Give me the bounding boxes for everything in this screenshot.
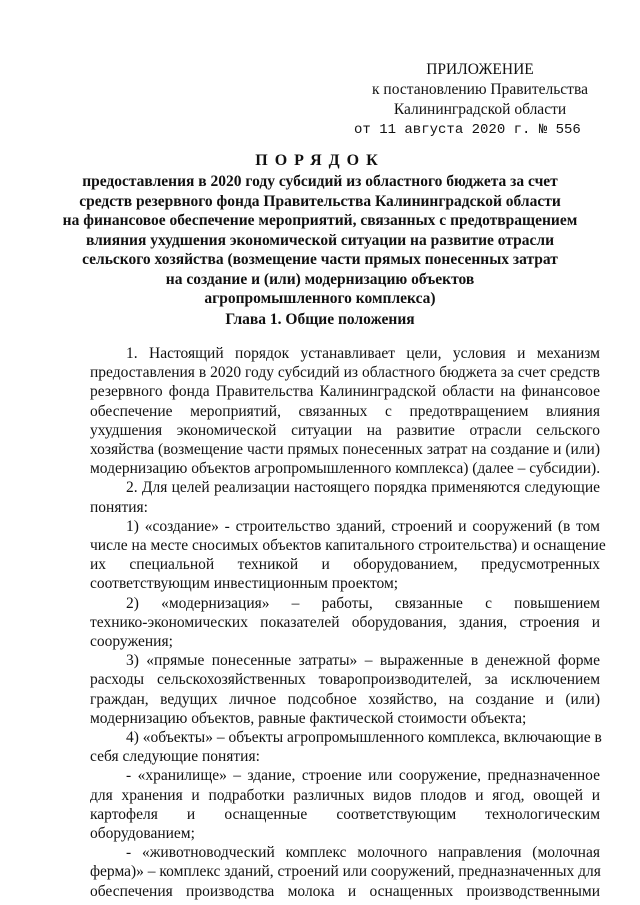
body-line: обеспечение мероприятий, связанных с предотвращением влияния bbox=[90, 402, 600, 420]
appendix-date: от 11 августа 2020 г. № 556 bbox=[354, 122, 581, 138]
body-line: их специальной техникой и оборудованием, предусмотренных bbox=[90, 556, 600, 574]
body-line: соответствующим инвестиционным проектом; bbox=[90, 575, 399, 593]
body-line: 2. Для целей реализации настоящего порядка применяются следующие bbox=[126, 479, 600, 497]
body-line: - «животноводческий комплекс молочного направления (молочная bbox=[126, 844, 600, 862]
body-line: 3) «прямые понесенные затраты» – выраженные в денежной форме bbox=[126, 652, 600, 670]
body-line: числе на месте сносимых объектов капитального строительства) и оснащение bbox=[90, 537, 606, 555]
body-line: модернизацию объектов, равные фактической стоимости объекта; bbox=[90, 709, 527, 727]
body-line: модернизацию объектов агропромышленного комплекса) (далее – субсидии). bbox=[90, 460, 601, 478]
title-block bbox=[40, 150, 600, 309]
body-line: хозяйства (возмещение части прямых понесенных затрат на создание и (или) bbox=[90, 441, 600, 459]
body-line: 1. Настоящий порядок устанавливает цели, условия и механизм bbox=[126, 345, 600, 362]
body-line: - «хранилище» – здание, строение или сооружение, предназначенное bbox=[126, 767, 600, 785]
body-line: для хранения и подработки различных видов плодов и ягод, овощей и bbox=[90, 786, 600, 804]
document-title: ПОРЯДОК bbox=[255, 152, 385, 169]
subtitle-line: предоставления в 2020 году субсидий из областного бюджета за счет bbox=[82, 173, 558, 190]
body-line: ферма)» – комплекс зданий, строений или сооружений, предназначенных для bbox=[90, 863, 601, 881]
appendix-heading: ПРИЛОЖЕНИЕ bbox=[426, 61, 534, 78]
subtitle-line: на создание и (или) модернизацию объектов bbox=[165, 270, 475, 288]
body-line: себя следующие понятия: bbox=[90, 748, 260, 766]
subtitle-line: влияния ухудшения экономической ситуации на развитие отрасли bbox=[85, 231, 555, 249]
body-line: технико-экономических показателей оборудования, здания, строения и bbox=[90, 613, 600, 631]
appendix-line: Калининградской области bbox=[393, 101, 567, 118]
chapter-heading: Глава 1. Общие положения bbox=[225, 311, 415, 328]
body-line: ухудшения экономической ситуации на развитие отрасли сельского bbox=[90, 421, 600, 439]
body-line: 1) «создание» - строительство зданий, строений и сооружений (в том bbox=[126, 517, 600, 535]
body-line: оборудованием; bbox=[90, 825, 195, 843]
body-line: резервного фонда Правительства Калининградской области на финансовое bbox=[90, 383, 600, 401]
subtitle-line: агропромышленного комплекса) bbox=[204, 290, 436, 307]
subtitle-line: сельского хозяйства (возмещение части прямых понесенных затрат bbox=[82, 251, 558, 268]
body-line: 2) «модернизация» – работы, связанные с повышением bbox=[126, 594, 600, 612]
body-line: обеспечения производства молока и оснащенных производственными bbox=[90, 882, 600, 900]
body-line: предоставления в 2020 году субсидий из областного бюджета за счет средств bbox=[90, 364, 600, 382]
body-line: расходы сельскохозяйственных товаропроизводителей, за исключением bbox=[90, 671, 600, 689]
appendix-block bbox=[350, 60, 610, 140]
subtitle-line: средств резервного фонда Правительства Калининградской области bbox=[79, 192, 561, 210]
document-subtitle bbox=[40, 172, 600, 309]
body-line: понятия: bbox=[90, 498, 148, 516]
body-line: граждан, ведущих личное подсобное хозяйство, на создание и (или) bbox=[90, 690, 600, 708]
body-line: сооружения; bbox=[90, 633, 173, 651]
body-line: 4) «объекты» – объекты агропромышленного комплекса, включающие в bbox=[126, 729, 602, 747]
document-body bbox=[90, 344, 606, 901]
appendix-line: к постановлению Правительства bbox=[372, 81, 588, 98]
subtitle-line: на финансовое обеспечение мероприятий, связанных с предотвращением bbox=[62, 212, 578, 229]
body-line: картофеля и оснащенные соответствующим технологическим bbox=[90, 805, 600, 823]
